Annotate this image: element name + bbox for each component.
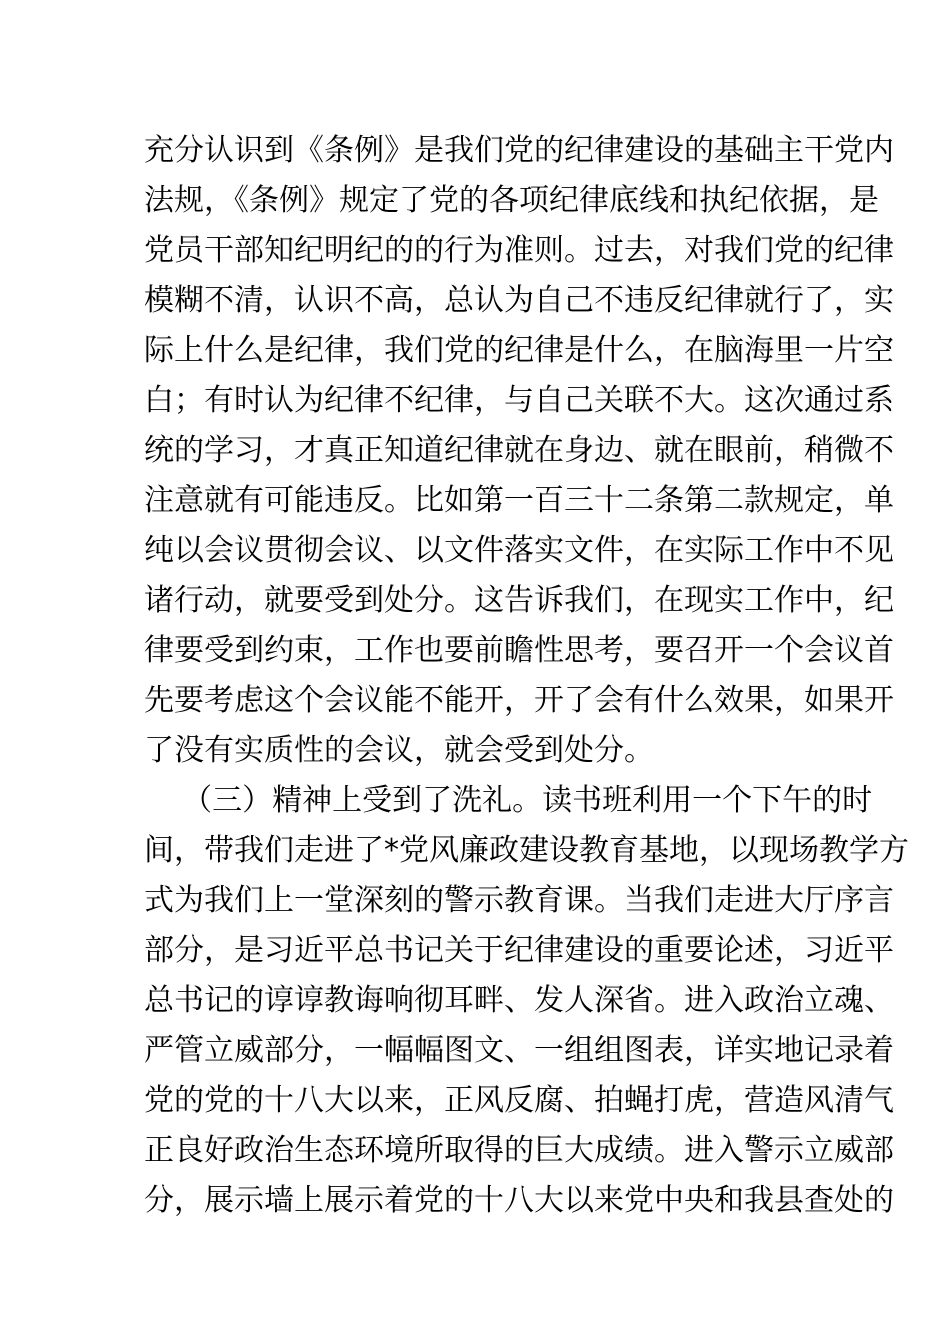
text-line: 统的学习，才真正知道纪律就在身边、就在眼前，稍微不 <box>144 433 894 468</box>
text-line: 党员干部知纪明纪的的行为准则。过去，对我们党的纪律 <box>144 233 894 268</box>
text-line: 严管立威部分，一幅幅图文、一组组图表，详实地记录着 <box>144 1033 894 1068</box>
text-line: （三）精神上受到了洗礼。读书班利用一个下午的时 <box>144 783 873 818</box>
text-line: 诸行动，就要受到处分。这告诉我们，在现实工作中，纪 <box>144 583 894 618</box>
text-line: 先要考虑这个会议能不能开，开了会有什么效果，如果开 <box>144 683 894 718</box>
text-line: 党的党的十八大以来，正风反腐、拍蝇打虎，营造风清气 <box>144 1083 894 1118</box>
text-line: 注意就有可能违反。比如第一百三十二条第二款规定，单 <box>144 483 894 518</box>
text-line: 法规，《条例》规定了党的各项纪律底线和执纪依据，是 <box>144 183 879 218</box>
text-line: 模糊不清，认识不高，总认为自己不违反纪律就行了，实 <box>144 283 894 318</box>
text-line: 部分，是习近平总书记关于纪律建设的重要论述，习近平 <box>144 933 894 968</box>
text-line: 正良好政治生态环境所取得的巨大成绩。进入警示立威部 <box>144 1133 894 1168</box>
text-line: 分，展示墙上展示着党的十八大以来党中央和我县查处的 <box>144 1183 894 1218</box>
text-line: 总书记的谆谆教诲响彻耳畔、发人深省。进入政治立魂、 <box>144 983 894 1018</box>
text-line: 了没有实质性的会议，就会受到处分。 <box>144 733 654 768</box>
text-line: 白；有时认为纪律不纪律，与自己关联不大。这次通过系 <box>144 383 894 418</box>
text-line: 间，带我们走进了*党风廉政建设教育基地，以现场教学方 <box>144 833 909 868</box>
text-line: 际上什么是纪律，我们党的纪律是什么，在脑海里一片空 <box>144 333 894 368</box>
text-line: 律要受到约束，工作也要前瞻性思考，要召开一个会议首 <box>144 633 894 668</box>
text-line: 纯以会议贯彻会议、以文件落实文件，在实际工作中不见 <box>144 533 894 568</box>
text-line: 式为我们上一堂深刻的警示教育课。当我们走进大厅序言 <box>144 883 894 918</box>
body-text <box>144 126 909 1226</box>
text-line: 充分认识到《条例》是我们党的纪律建设的基础主干党内 <box>144 133 894 168</box>
